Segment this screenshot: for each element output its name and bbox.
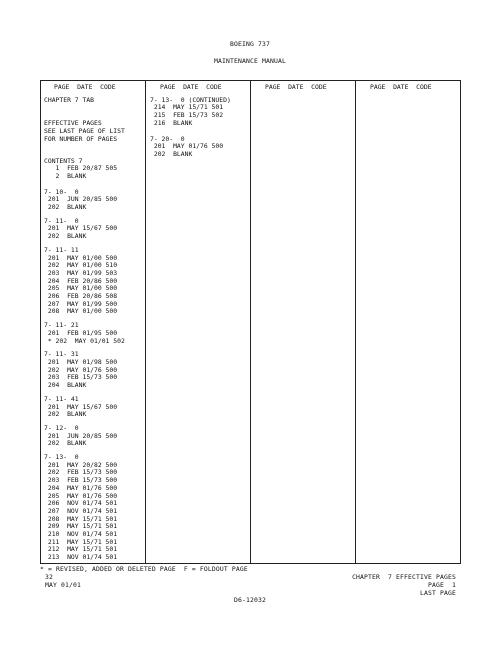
page-group: [44, 120, 143, 143]
group-heading: CONTENTS 7: [44, 156, 83, 165]
column-3: [255, 84, 354, 92]
page-entry: 209 MAY 15/71 501: [44, 522, 118, 531]
page-entry: FOR NUMBER OF PAGES: [44, 134, 118, 143]
group-heading: 7- 20- 0: [150, 134, 185, 143]
page-group: [44, 351, 143, 390]
column-header: PAGE DATE CODE: [265, 83, 327, 91]
page-entry: 208 MAY 15/71 501: [44, 514, 118, 523]
page-entry: 207 MAY 01/99 500: [44, 299, 118, 308]
column-divider: [355, 81, 356, 563]
page-entry: 204 MAY 01/76 500: [44, 483, 118, 492]
page-entry: 213 NOV 01/74 501: [44, 553, 118, 562]
page-entry: 202 BLANK: [44, 232, 87, 241]
page-entry: 202 BLANK: [150, 149, 193, 158]
page-entry: 202 FEB 15/73 500: [44, 468, 118, 477]
page-entry: 202 MAY 01/76 500: [44, 365, 118, 374]
page-entry: * 202 MAY 01/01 502: [44, 336, 125, 345]
page-group: [44, 425, 143, 448]
page-group: [44, 189, 143, 212]
group-heading: 7- 13- 0 (CONTINUED): [150, 95, 231, 104]
group-heading: 7- 11- 11: [44, 245, 79, 254]
page-group: [44, 218, 143, 241]
revision-number: 32: [45, 573, 53, 581]
revision-date: MAY 01/01: [45, 581, 81, 589]
group-heading: 7- 11- 0: [44, 216, 79, 225]
effective-pages-table: [40, 80, 461, 564]
page-number: PAGE 1: [428, 581, 456, 589]
group-heading: 7- 11- 31: [44, 350, 79, 359]
page-group: [44, 396, 143, 419]
group-heading: CHAPTER 7 TAB: [44, 95, 95, 104]
page-entry: 2 BLANK: [44, 171, 87, 180]
page-entry: 210 NOV 01/74 501: [44, 530, 118, 539]
column-2-entries: [150, 97, 249, 159]
page-entry: 201 JUN 20/85 500: [44, 195, 118, 204]
group-heading: 7- 12- 0: [44, 423, 79, 432]
page-entry: 207 NOV 01/74 501: [44, 506, 118, 515]
page-entry: 203 FEB 15/73 500: [44, 373, 118, 382]
page-entry: 202 BLANK: [44, 439, 87, 448]
column-header: PAGE DATE CODE: [370, 83, 432, 91]
chapter-label: CHAPTER 7 EFFECTIVE PAGES: [352, 573, 456, 581]
page-entry: 204 FEB 20/86 500: [44, 276, 118, 285]
page-entry: 203 MAY 01/99 503: [44, 268, 118, 277]
page-entry: 212 MAY 15/71 501: [44, 545, 118, 554]
page-entry: 206 NOV 01/74 501: [44, 499, 118, 508]
page-entry: 204 BLANK: [44, 381, 87, 390]
page-group: [150, 136, 249, 159]
page-entry: 201 MAY 01/00 500: [44, 253, 118, 262]
page-entry: 205 MAY 01/00 500: [44, 284, 118, 293]
page-group: [44, 97, 143, 105]
column-1: [44, 84, 143, 562]
manual-title: BOEING 737: [230, 40, 270, 48]
page-entry: 201 FEB 01/95 500: [44, 328, 118, 337]
page-entry: 214 MAY 15/71 501: [150, 103, 224, 112]
column-divider: [250, 81, 251, 563]
page-group: [44, 322, 143, 345]
column-header: PAGE DATE CODE: [160, 83, 222, 91]
page-entry: 216 BLANK: [150, 118, 193, 127]
page-group: [150, 97, 249, 128]
page-entry: 201 MAY 15/67 500: [44, 224, 118, 233]
page-entry: 208 MAY 01/00 500: [44, 307, 118, 316]
group-heading: 7- 13- 0: [44, 453, 79, 462]
column-2: [150, 84, 249, 159]
group-heading: 7- 10- 0: [44, 187, 79, 196]
page-entry: 201 MAY 01/76 500: [150, 142, 224, 151]
group-heading: 7- 11- 21: [44, 321, 79, 330]
page-group: [44, 247, 143, 316]
page-entry: 215 FEB 15/73 502: [150, 111, 224, 120]
page-entry: 205 MAY 01/76 500: [44, 491, 118, 500]
manual-subtitle: MAINTENANCE MANUAL: [214, 57, 286, 65]
column-header: PAGE DATE CODE: [54, 83, 116, 91]
page-entry: 203 FEB 15/73 500: [44, 476, 118, 485]
column-4: [360, 84, 459, 92]
page-entry: 1 FEB 20/87 505: [44, 164, 118, 173]
group-heading: EFFECTIVE PAGES: [44, 119, 102, 128]
page-group: [44, 454, 143, 562]
page-entry: 211 MAY 15/71 501: [44, 537, 118, 546]
column-1-entries: [44, 97, 143, 562]
page-entry: 206 FEB 20/86 508: [44, 292, 118, 301]
page-entry: 201 MAY 15/67 500: [44, 402, 118, 411]
page-entry: 201 JUN 20/85 500: [44, 431, 118, 440]
revision-legend: * = REVISED, ADDED OR DELETED PAGE F = FOLDOUT PAGE: [40, 565, 248, 573]
page-entry: 201 MAY 20/82 500: [44, 460, 118, 469]
page-entry: 202 BLANK: [44, 203, 87, 212]
document-number: D6-12032: [234, 596, 266, 604]
group-heading: 7- 11- 41: [44, 394, 79, 403]
page-entry: 202 BLANK: [44, 410, 87, 419]
page-entry: 201 MAY 01/98 500: [44, 357, 118, 366]
last-page-label: LAST PAGE: [420, 589, 456, 597]
column-divider: [145, 81, 146, 563]
page-entry: 202 MAY 01/00 510: [44, 261, 118, 270]
page-group: [44, 158, 143, 181]
page-entry: SEE LAST PAGE OF LIST: [44, 127, 125, 136]
